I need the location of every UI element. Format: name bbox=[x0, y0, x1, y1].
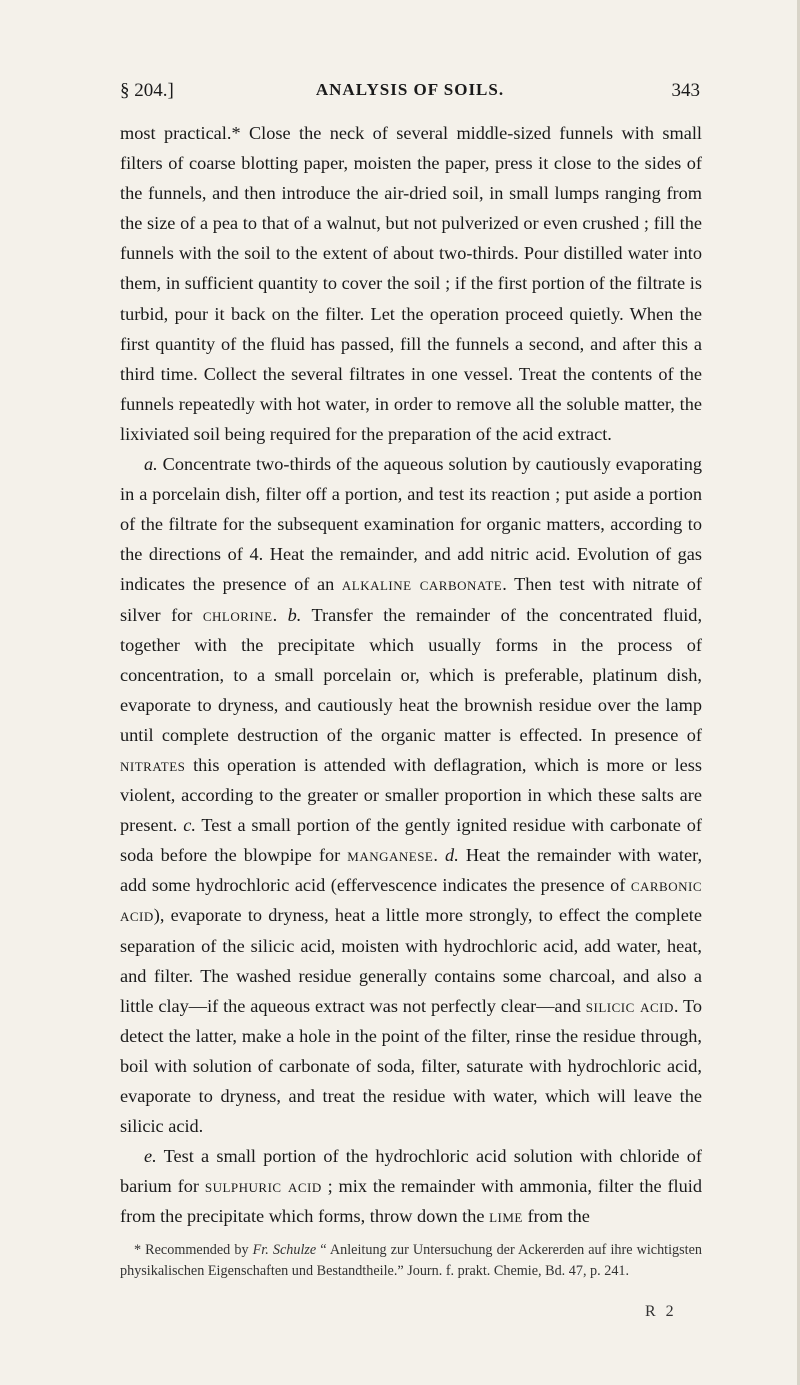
paragraph-3 bbox=[120, 1141, 702, 1231]
term-silicic-acid: silicic acid bbox=[585, 995, 674, 1016]
text-run: Test a small portion of the hydrochloric acid solution with chloride of barium for bbox=[120, 1146, 702, 1197]
signature-mark: R 2 bbox=[645, 1303, 677, 1320]
step-label-e: e. bbox=[144, 1146, 157, 1167]
text-run: * Recommended by bbox=[134, 1242, 253, 1258]
step-label-c: c. bbox=[183, 815, 196, 836]
text-run: this operation is attended with deflagration, which is more or less violent, according to the greater or smaller proportion in which these salts are present. bbox=[120, 754, 702, 836]
text-run: Heat the remainder with water, add some hydrochloric acid (effervescence indicates the presence of bbox=[120, 845, 703, 896]
step-label-b: b. bbox=[287, 604, 302, 625]
text-run: . bbox=[272, 604, 288, 625]
text-run: ; mix the remainder with ammonia, filter the fluid from the precipitate which forms, throw down the bbox=[120, 1176, 702, 1227]
text-run: most practical.* Close the neck of several middle-sized funnels with small filters of coarse blotting paper, moisten the paper, press it close to the sides of the funnels, and then introduce the air-dried soil, in small lumps ranging from the size of a pea to that of a walnut, but not pulverized or even crushed ; fill the funnels with the soil to the extent of about two-thirds. Pour distilled water into them, in sufficient quantity to cover the soil ; if the first portion of the filtrate is turbid, pour it back on the filter. Let the operation proceed quietly. When the first quantity of the fluid has passed, fill the funnels a second, and after this a third time. Collect the several filtrates in one vessel. Treat the contents of the funnels repeatedly with hot water, in order to remove all the soluble matter, the lixiviated soil being required for the preparation of the acid extract. bbox=[120, 123, 702, 444]
text-run: . bbox=[433, 845, 446, 866]
text-run: Concentrate two-thirds of the aqueous solution by cautiously evaporating in a porcelain dish, filter off a portion, and test its reaction ; put aside a portion of the filtrate for the subsequent examination for organic matters, according to the directions of 4. Heat the remainder, and add nitric acid. Evolution of gas indicates the presence of an bbox=[120, 454, 702, 595]
term-alkaline-carbonate: alkaline carbonate bbox=[341, 574, 503, 595]
text-run: ), evaporate to dryness, heat a little more strongly, to effect the complete separation of the silicic acid, moisten with hydrochloric acid, add water, heat, and filter. The washed residue generally contains some charcoal, and also a little clay—if the aqueous extract was not perfectly clear—and bbox=[120, 905, 702, 1016]
page-number: 343 bbox=[671, 80, 700, 101]
term-nitrates: nitrates bbox=[120, 754, 186, 775]
text-run: . Then test with nitrate of silver for bbox=[120, 574, 702, 625]
text-run: Test a small portion of the gently ignited residue with carbonate of soda before the blowpipe for bbox=[120, 815, 702, 866]
paragraph-2 bbox=[120, 449, 702, 1141]
term-manganese: manganese bbox=[347, 845, 434, 866]
text-run: . To detect the latter, make a hole in the point of the filter, rinse the residue through, boil with solution of carbonate of soda, filter, saturate with hydrochloric acid, evaporate to dryness, and treat the residue with water, which will leave the silicic acid. bbox=[120, 995, 702, 1137]
step-label-d: d. bbox=[445, 845, 459, 866]
footnote-author: Fr. Schulze bbox=[252, 1242, 317, 1258]
step-label-a: a. bbox=[144, 454, 158, 475]
term-lime: lime bbox=[489, 1206, 523, 1227]
term-sulphuric-acid: sulphuric acid bbox=[204, 1176, 322, 1197]
term-carbonic-acid: carbonic acid bbox=[120, 875, 702, 926]
section-marker: § 204.] bbox=[120, 80, 174, 101]
term-chlorine: chlorine bbox=[202, 604, 273, 625]
running-title: ANALYSIS OF SOILS. bbox=[315, 80, 505, 99]
footnote-text bbox=[120, 1240, 702, 1282]
body-text bbox=[120, 118, 702, 1231]
footnote bbox=[120, 1240, 702, 1282]
paragraph-1 bbox=[120, 118, 702, 449]
text-run: Transfer the remainder of the concentrated fluid, together with the precipitate which usually forms in the process of concentration, to a small porcelain or, which is preferable, platinum dish, evaporate to dryness, and cautiously heat the brownish residue over the lamp until complete destruction of the organic matter is effected. In presence of bbox=[120, 604, 703, 745]
text-run: from the bbox=[522, 1206, 590, 1227]
running-header bbox=[120, 80, 700, 110]
text-run: “ Anleitung zur Untersuchung der Ackererden auf ihre wichtigsten physikalischen Eigenschaften und Bestandtheile.” Journ. f. prakt. Chemie, Bd. 47, p. 241. bbox=[120, 1242, 702, 1279]
